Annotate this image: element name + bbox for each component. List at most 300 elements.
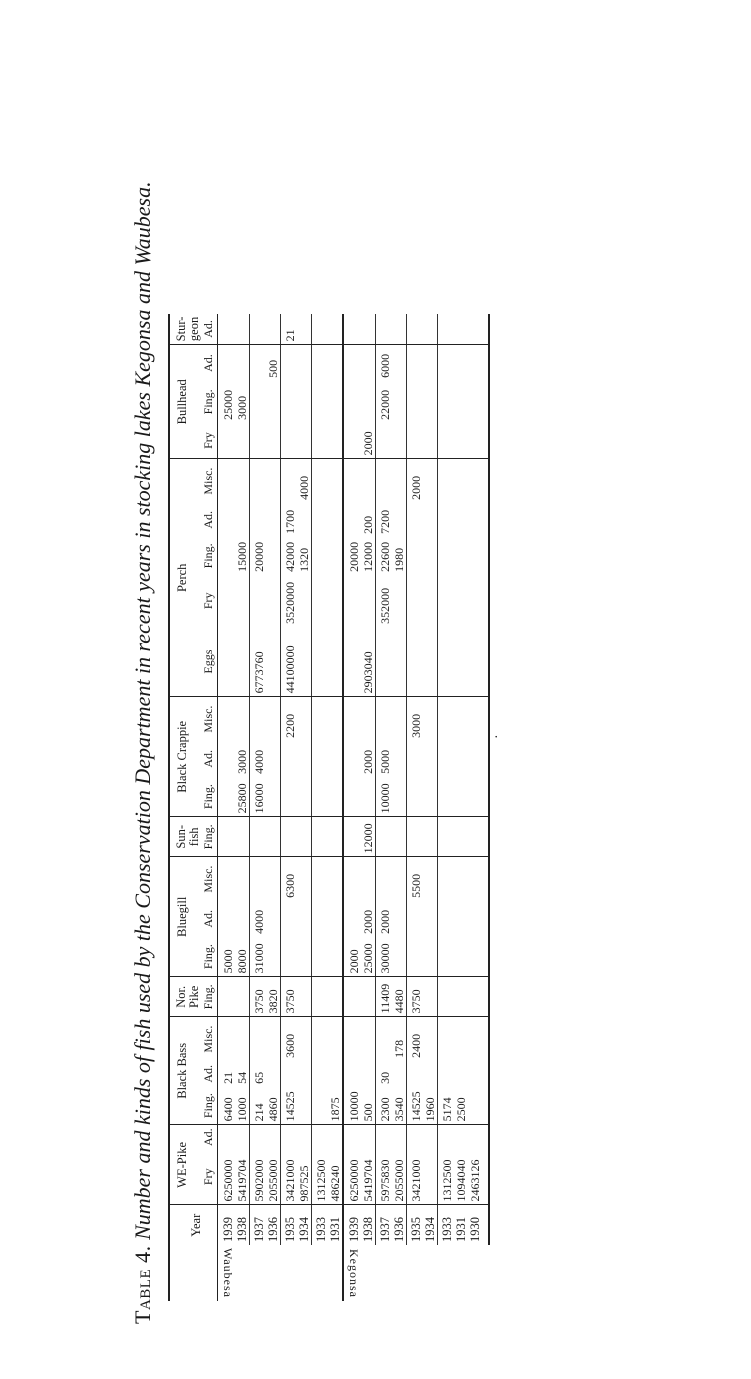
bg-ad-cell	[423, 901, 438, 937]
bb-fing-cell: 10000	[343, 1087, 361, 1125]
bluegill-misc-header: Misc.	[201, 857, 218, 901]
perch-header: Perch	[169, 459, 201, 697]
we-ad-cell	[468, 1125, 489, 1149]
bb-ad-cell: 54	[235, 1071, 249, 1084]
np-fing-cell: 3750	[407, 977, 424, 1017]
bc-misc-cell	[312, 697, 329, 741]
we-fry-cell: 987525	[297, 1149, 312, 1205]
p-ad-cell	[343, 503, 361, 537]
bc-fing-cell: 10000	[376, 777, 393, 817]
p-misc-cell	[376, 459, 393, 503]
ink-speck: ·	[490, 734, 505, 739]
table-row	[281, 314, 298, 1301]
bc-misc-cell: 3000	[407, 697, 424, 741]
bb-fing-cell: 1000	[235, 1087, 250, 1125]
year-cell: 1939	[221, 1216, 235, 1242]
bluegill-header: Bluegill	[169, 857, 201, 977]
we-ad-cell	[235, 1125, 250, 1149]
p-fing-cell	[312, 537, 329, 575]
table-row	[297, 314, 312, 1301]
bc-ad-cell: 3000	[235, 749, 249, 774]
bh-fry-cell	[423, 423, 438, 459]
bg-ad-cell: 2000	[361, 909, 375, 934]
year-cell: 1938	[235, 1216, 249, 1242]
perch-fing-header: Fing.	[201, 537, 218, 575]
bb-misc-cell	[235, 1017, 250, 1061]
np-fing-cell	[438, 977, 455, 1017]
bullhead-ad-header: Ad.	[201, 345, 218, 381]
bc-fing-cell	[423, 777, 438, 817]
p-misc-cell: 2000	[407, 459, 424, 503]
p-misc-cell	[454, 459, 468, 503]
p-fing-cell	[266, 537, 281, 575]
p-misc-cell	[392, 459, 407, 503]
bc-misc-cell	[297, 697, 312, 741]
we-fry-cell: 6250000	[343, 1149, 361, 1205]
lake-label-cell	[218, 1245, 344, 1301]
bb-misc-cell	[423, 1017, 438, 1061]
we-ad-cell	[312, 1125, 329, 1149]
st-ad-cell	[423, 314, 438, 345]
sf-fing-cell: 12000	[361, 817, 376, 857]
bh-ad-cell	[361, 345, 376, 381]
p-misc-cell	[250, 459, 267, 503]
p-ad-cell	[438, 503, 455, 537]
bb-ad-cell	[438, 1061, 455, 1087]
walleye-ad-header: Ad.	[201, 1125, 218, 1149]
bb-ad-cell	[266, 1061, 281, 1087]
bg-ad-cell	[343, 901, 361, 937]
p-misc-cell	[468, 459, 489, 503]
black-bass-ad-header: Ad.	[201, 1061, 218, 1087]
bg-fing-cell: 5000	[218, 937, 236, 977]
p-ad-cell	[392, 503, 407, 537]
bc-ad-cell	[312, 741, 329, 777]
bb-misc-cell	[376, 1017, 393, 1061]
bb-ad-cell	[312, 1061, 329, 1087]
year-header: Year	[169, 1205, 218, 1245]
we-ad-cell	[407, 1125, 424, 1149]
bb-fing-cell: 5174	[438, 1087, 455, 1125]
p-eggs-cell	[376, 627, 393, 697]
table-row	[468, 314, 489, 1301]
bc-fing-cell: 25800	[235, 777, 250, 817]
perch-fry-header: Fry	[201, 575, 218, 627]
table-row	[250, 314, 267, 1301]
bg-misc-cell	[266, 857, 281, 901]
bc-ad-cell	[297, 741, 312, 777]
sf-fing-cell	[218, 817, 236, 857]
bh-fry-cell	[438, 423, 455, 459]
p-ad-cell	[297, 503, 312, 537]
bg-misc-cell	[297, 857, 312, 901]
bg-misc-cell: 5500	[407, 857, 424, 901]
sf-fing-cell	[312, 817, 329, 857]
year-cell: 1936	[266, 1216, 280, 1242]
p-eggs-cell	[266, 627, 281, 697]
p-misc-cell	[423, 459, 438, 503]
nor-pike-header: Nor. Pike	[169, 977, 201, 1017]
bh-ad-cell	[328, 345, 343, 381]
bc-ad-cell: 4000	[250, 741, 267, 777]
year-cell: 1934	[297, 1216, 311, 1242]
bg-misc-cell	[218, 857, 236, 901]
bg-fing-cell	[297, 937, 312, 977]
p-fing-cell	[423, 537, 438, 575]
p-eggs-cell	[343, 627, 361, 697]
bh-fry-cell	[281, 423, 298, 459]
bc-fing-cell	[218, 777, 236, 817]
walleye-header: WE-Pike	[169, 1125, 201, 1205]
p-eggs-cell	[468, 627, 489, 697]
table-row	[312, 314, 329, 1301]
year-cell: 1933	[312, 1205, 329, 1245]
bc-misc-cell	[468, 697, 489, 741]
p-misc-cell	[266, 459, 281, 503]
bb-ad-cell	[423, 1061, 438, 1087]
st-ad-cell	[468, 314, 489, 345]
p-fry-cell	[392, 575, 407, 627]
bh-fing-cell	[361, 381, 376, 423]
p-eggs-cell	[423, 627, 438, 697]
bb-ad-cell	[297, 1061, 312, 1087]
p-fing-cell: 20000	[250, 537, 267, 575]
p-ad-cell	[266, 503, 281, 537]
np-fing-cell	[312, 977, 329, 1017]
p-fing-cell: 15000	[235, 541, 249, 572]
bc-misc-cell	[266, 697, 281, 741]
table-body	[218, 314, 490, 1301]
p-fry-cell	[343, 575, 361, 627]
bg-ad-cell	[297, 901, 312, 937]
p-eggs-cell: 6773760	[250, 627, 267, 697]
we-ad-cell	[328, 1125, 343, 1149]
bb-fing-cell: 2500	[454, 1087, 468, 1125]
we-fry-cell: 5419704	[361, 1149, 376, 1205]
np-fing-cell	[297, 977, 312, 1017]
bh-ad-cell	[423, 345, 438, 381]
bh-fry-cell	[392, 423, 407, 459]
bh-fing-cell	[328, 381, 343, 423]
lake-label-cell	[343, 1245, 489, 1301]
bc-fing-cell	[438, 777, 455, 817]
bb-ad-cell	[328, 1061, 343, 1087]
bg-ad-cell	[438, 901, 455, 937]
np-fing-cell: 3750	[281, 977, 298, 1017]
bg-misc-cell	[423, 857, 438, 901]
bg-misc-cell: 6300	[281, 857, 298, 901]
bc-fing-cell	[468, 777, 489, 817]
bg-fing-cell: 8000	[235, 937, 250, 977]
we-fry-cell	[423, 1149, 438, 1205]
bb-fing-cell: 2300	[376, 1087, 393, 1125]
np-fing-cell: 3820	[266, 977, 281, 1017]
we-fry-cell: 5419704	[235, 1149, 250, 1205]
bg-misc-cell	[312, 857, 329, 901]
np-fing-cell: 11409	[376, 977, 393, 1017]
bc-misc-cell	[218, 697, 236, 741]
bh-fing-cell	[343, 381, 361, 423]
we-fry-cell: 486240	[328, 1149, 343, 1205]
sf-fing-cell	[328, 817, 343, 857]
bg-misc-cell	[235, 857, 250, 901]
table-title: Number and kinds of fish used by the Conservation Department in recent years in stocking lakes Kegonsa and Waubesa.	[130, 181, 155, 1240]
bg-misc-cell	[392, 857, 407, 901]
we-fry-cell: 1312500	[312, 1149, 329, 1205]
table-label: Table 4.	[130, 1245, 155, 1324]
we-fry-cell: 2463126	[468, 1149, 489, 1205]
st-ad-cell	[266, 314, 281, 345]
p-eggs-cell	[218, 627, 236, 697]
p-fing-cell: 42000	[281, 537, 298, 575]
bg-ad-cell	[312, 901, 329, 937]
np-fing-cell	[454, 977, 468, 1017]
bc-fing-cell	[281, 777, 298, 817]
bb-ad-cell	[343, 1061, 361, 1087]
bb-fing-cell	[297, 1087, 312, 1125]
p-ad-cell	[218, 503, 236, 537]
we-ad-cell	[361, 1125, 376, 1149]
p-ad-cell	[312, 503, 329, 537]
p-misc-cell	[281, 459, 298, 503]
bg-ad-cell	[468, 901, 489, 937]
bb-fing-cell: 1960	[423, 1087, 438, 1125]
bullhead-fing-header: Fing.	[201, 381, 218, 423]
bh-ad-cell	[297, 345, 312, 381]
bc-misc-cell	[343, 697, 361, 741]
bb-fing-cell: 14525	[407, 1087, 424, 1125]
bg-misc-cell	[468, 857, 489, 901]
bg-ad-cell: 2000	[376, 901, 393, 937]
bullhead-header: Bullhead	[169, 345, 201, 459]
p-fing-cell	[454, 537, 468, 575]
bb-ad-cell: 21	[221, 1071, 235, 1084]
bb-misc-cell	[312, 1017, 329, 1061]
bg-fing-cell	[423, 937, 438, 977]
p-fing-cell: 20000	[343, 537, 361, 575]
bc-ad-cell	[423, 741, 438, 777]
bh-ad-cell	[343, 345, 361, 381]
bb-ad-cell	[392, 1061, 407, 1087]
bluegill-ad-header: Ad.	[201, 901, 218, 937]
year-cell: 1934	[423, 1216, 437, 1242]
bc-ad-cell: 5000	[376, 741, 393, 777]
p-eggs-cell	[235, 627, 250, 697]
p-ad-cell: 1700	[281, 503, 298, 537]
table-row	[392, 314, 407, 1301]
sunfish-header: Sun-fish	[169, 817, 201, 857]
bh-fry-cell	[376, 423, 393, 459]
sf-fing-cell	[343, 817, 361, 857]
we-fry-cell: 2055000	[392, 1149, 407, 1205]
bh-ad-cell: 6000	[376, 345, 393, 381]
np-fing-cell	[423, 977, 438, 1017]
bg-ad-cell	[392, 901, 407, 937]
p-fry-cell	[235, 575, 250, 627]
bg-misc-cell	[438, 857, 455, 901]
p-fry-cell: 3520000	[281, 575, 298, 627]
bc-ad-cell	[438, 741, 455, 777]
bg-misc-cell	[250, 857, 267, 901]
year-cell: 1930	[468, 1205, 489, 1245]
sf-fing-cell	[376, 817, 393, 857]
bh-fing-cell: 3000	[235, 395, 249, 420]
bc-misc-cell	[454, 697, 468, 741]
bb-ad-cell	[281, 1061, 298, 1087]
bh-ad-cell	[235, 345, 250, 381]
black-crappie-ad-header: Ad.	[201, 741, 218, 777]
bh-ad-cell	[312, 345, 329, 381]
p-misc-cell	[235, 459, 250, 503]
bc-fing-cell: 16000	[250, 777, 267, 817]
we-ad-cell	[454, 1125, 468, 1149]
bc-fing-cell	[361, 777, 376, 817]
year-cell: 1931	[454, 1216, 468, 1242]
bc-fing-cell	[328, 777, 343, 817]
p-fry-cell	[297, 575, 312, 627]
p-misc-cell	[343, 459, 361, 503]
bb-misc-cell	[343, 1017, 361, 1061]
year-cell: 1935	[281, 1205, 298, 1245]
bh-fry-cell	[266, 423, 281, 459]
bg-fing-cell	[312, 937, 329, 977]
bb-fing-cell: 4860	[266, 1087, 281, 1125]
bh-ad-cell	[407, 345, 424, 381]
we-ad-cell	[392, 1125, 407, 1149]
black-bass-misc-header: Misc.	[201, 1017, 218, 1061]
st-ad-cell	[407, 314, 424, 345]
p-ad-cell	[250, 503, 267, 537]
sunfish-fing-header: Fing.	[201, 817, 218, 857]
we-fry-cell: 1094040	[454, 1149, 468, 1205]
p-misc-cell	[438, 459, 455, 503]
p-misc-cell: 4000	[297, 475, 311, 500]
p-eggs-cell: 2903040	[361, 627, 376, 697]
bh-ad-cell	[468, 345, 489, 381]
we-ad-cell	[297, 1125, 312, 1149]
bg-ad-cell	[454, 901, 468, 937]
p-eggs-cell	[392, 627, 407, 697]
bc-ad-cell	[454, 741, 468, 777]
perch-misc-header: Misc.	[201, 459, 218, 503]
bh-fing-cell: 22000	[376, 381, 393, 423]
sf-fing-cell	[297, 817, 312, 857]
sf-fing-cell	[423, 817, 438, 857]
bb-misc-cell	[454, 1017, 468, 1061]
st-ad-cell	[454, 314, 468, 345]
bh-fry-cell	[454, 423, 468, 459]
table-caption	[130, 124, 156, 1324]
p-fry-cell	[250, 575, 267, 627]
bg-ad-cell	[281, 901, 298, 937]
np-fing-cell	[218, 977, 236, 1017]
bh-ad-cell	[438, 345, 455, 381]
st-ad-cell	[343, 314, 361, 345]
p-ad-cell	[468, 503, 489, 537]
bluegill-fing-header: Fing.	[201, 937, 218, 977]
p-fry-cell	[266, 575, 281, 627]
bb-fing-cell: 214	[250, 1087, 267, 1125]
bc-fing-cell	[297, 777, 312, 817]
sf-fing-cell	[281, 817, 298, 857]
p-fing-cell: 1320	[297, 547, 311, 572]
p-fing-cell	[328, 537, 343, 575]
bh-fry-cell	[468, 423, 489, 459]
bb-fing-cell	[468, 1087, 489, 1125]
bg-fing-cell	[438, 937, 455, 977]
p-ad-cell	[423, 503, 438, 537]
bb-misc-cell	[218, 1017, 236, 1061]
bh-fing-cell	[250, 381, 267, 423]
bg-fing-cell	[328, 937, 343, 977]
bb-fing-cell: 3540	[392, 1087, 407, 1125]
bg-fing-cell	[454, 937, 468, 977]
table-row	[361, 314, 376, 1301]
we-ad-cell	[376, 1125, 393, 1149]
sf-fing-cell	[235, 817, 250, 857]
bc-ad-cell	[407, 741, 424, 777]
p-misc-cell	[312, 459, 329, 503]
p-ad-cell	[235, 503, 250, 537]
bh-ad-cell	[218, 345, 236, 381]
we-fry-cell: 5902000	[250, 1149, 267, 1205]
p-eggs-cell	[454, 627, 468, 697]
bh-ad-cell	[281, 345, 298, 381]
we-fry-cell: 6250000	[218, 1149, 236, 1205]
bh-fing-cell	[312, 381, 329, 423]
p-fing-cell: 12000	[361, 541, 375, 572]
np-fing-cell	[361, 977, 376, 1017]
bc-misc-cell	[438, 697, 455, 741]
p-misc-cell	[218, 459, 236, 503]
year-cell: 1935	[407, 1205, 424, 1245]
st-ad-cell	[361, 314, 376, 345]
bb-ad-cell: 30	[376, 1061, 393, 1087]
bb-fing-cell: 500	[361, 1087, 376, 1125]
black-crappie-misc-header: Misc.	[201, 697, 218, 741]
bh-fing-cell	[392, 381, 407, 423]
p-fry-cell: 352000	[376, 575, 393, 627]
np-fing-cell: 4480	[392, 977, 407, 1017]
table-row	[407, 314, 424, 1301]
bullhead-fry-header: Fry	[201, 423, 218, 459]
bh-fry-cell	[312, 423, 329, 459]
st-ad-cell	[438, 314, 455, 345]
bh-fry-cell	[328, 423, 343, 459]
bb-misc-cell	[328, 1017, 343, 1061]
st-ad-cell	[328, 314, 343, 345]
np-fing-cell	[328, 977, 343, 1017]
st-ad-cell	[376, 314, 393, 345]
table-row	[423, 314, 438, 1301]
lake-name: Kegonsa	[347, 1249, 361, 1298]
bh-ad-cell	[392, 345, 407, 381]
table-row	[438, 314, 455, 1301]
bc-ad-cell	[392, 741, 407, 777]
bh-fing-cell	[468, 381, 489, 423]
bb-misc-cell	[438, 1017, 455, 1061]
sf-fing-cell	[468, 817, 489, 857]
sf-fing-cell	[454, 817, 468, 857]
bg-ad-cell	[266, 901, 281, 937]
we-ad-cell	[281, 1125, 298, 1149]
bg-fing-cell	[266, 937, 281, 977]
sturgeon-ad-header: Ad.	[201, 314, 218, 345]
bg-fing-cell	[281, 937, 298, 977]
bg-fing-cell	[468, 937, 489, 977]
bg-misc-cell	[343, 857, 361, 901]
p-fry-cell	[454, 575, 468, 627]
